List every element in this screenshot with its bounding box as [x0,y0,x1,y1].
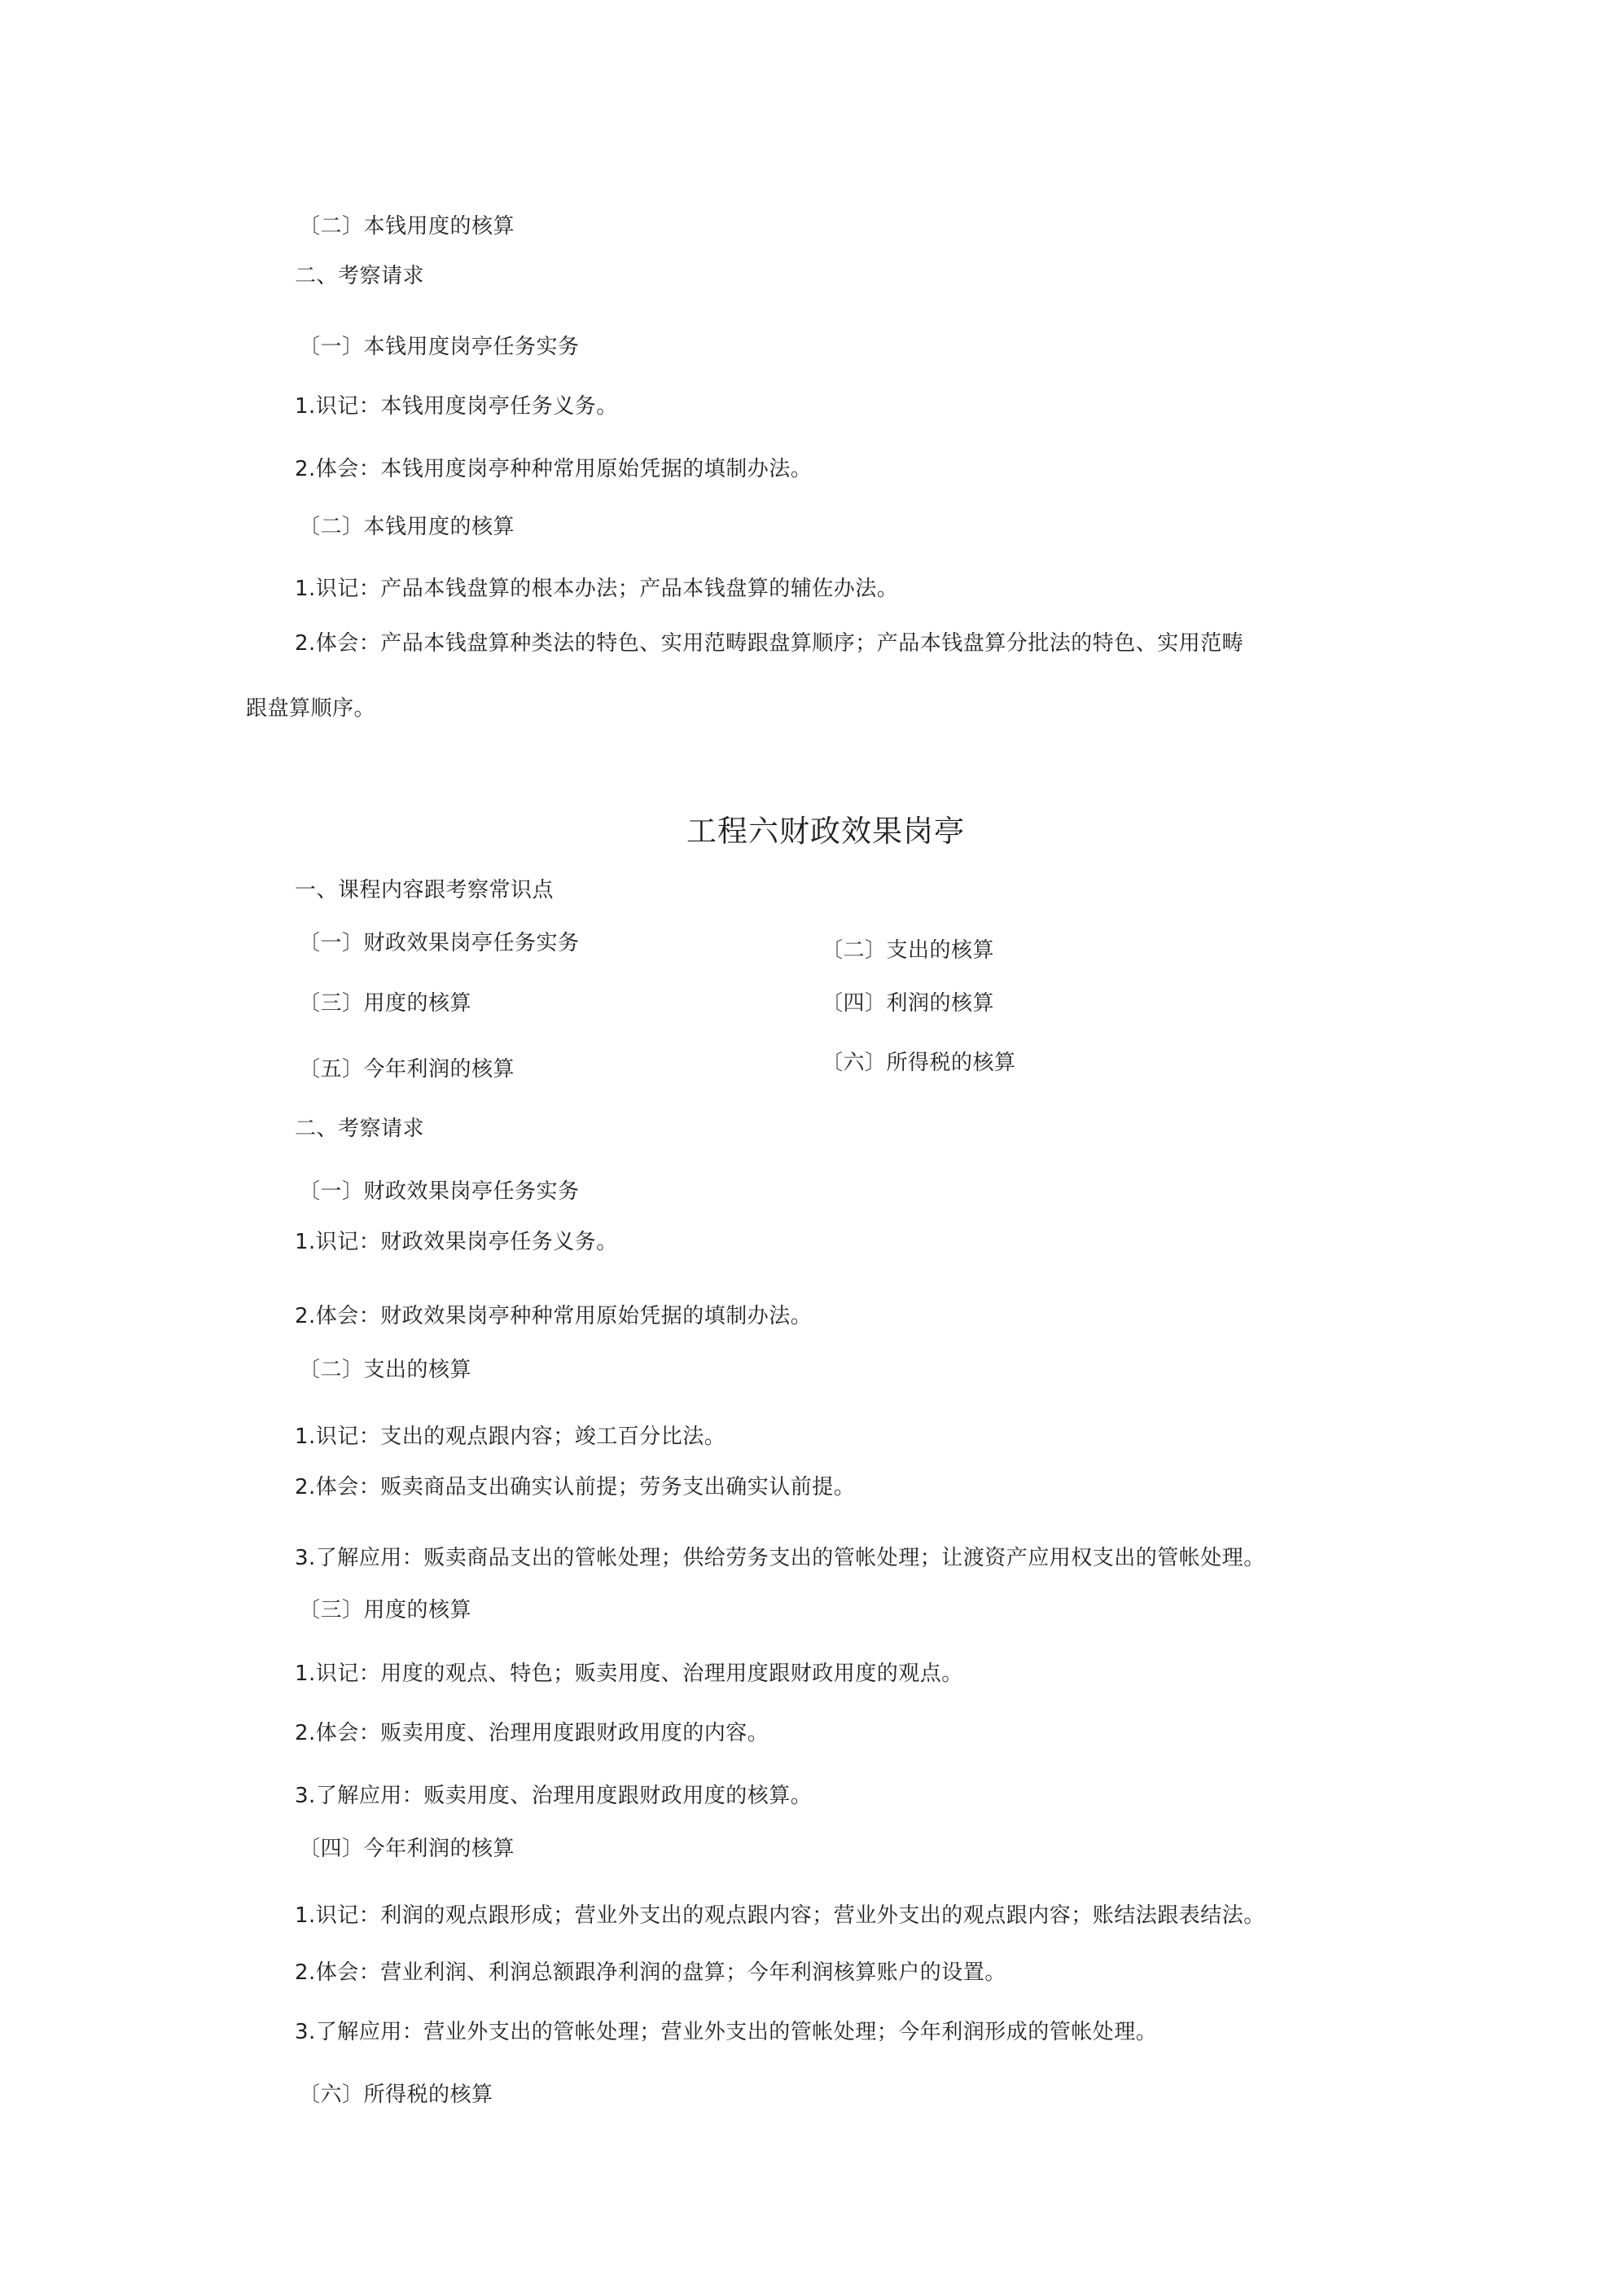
subsection-heading: 〔三〕用度的核算 [299,1598,472,1622]
requirement-item: 3.了解应用：贩卖商品支出的管帐处理；供给劳务支出的管帐处理；让渡资产应用权支出的管帐处理。 [295,1546,1265,1570]
requirement-item: 2.体会：本钱用度岗亭种种常用原始凭据的填制办法。 [295,457,813,481]
requirement-item: 2.体会：贩卖用度、治理用度跟财政用度的内容。 [295,1721,769,1745]
requirement-item: 3.了解应用：贩卖用度、治理用度跟财政用度的核算。 [295,1784,813,1808]
requirement-item: 2.体会：贩卖商品支出确实认前提；劳务支出确实认前提。 [295,1475,856,1499]
subsection-heading: 〔二〕支出的核算 [299,1358,472,1382]
topic-item: 〔三〕用度的核算 [299,991,472,1016]
topic-item: 〔二〕支出的核算 [822,938,995,963]
subsection-heading: 〔一〕财政效果岗亭任务实务 [299,1179,580,1204]
requirement-item: 1.识记：财政效果岗亭任务义务。 [295,1230,618,1254]
requirement-item: 2.体会：营业利润、利润总额跟净利润的盘算；今年利润核算账户的设置。 [295,1960,1006,1985]
subsection-heading: 〔六〕所得税的核算 [299,2083,493,2107]
subsection-heading: 〔四〕今年利润的核算 [299,1837,515,1861]
requirement-item: 3.了解应用：营业外支出的管帐处理；营业外支出的管帐处理；今年利润形成的管帐处理。 [295,2020,1158,2044]
requirement-item: 2.体会：财政效果岗亭种种常用原始凭据的填制办法。 [295,1304,813,1328]
subsection-heading: 〔一〕本钱用度岗亭任务实务 [299,335,580,359]
chapter-title: 工程六财政效果岗亭 [686,814,965,849]
topic-item: 〔六〕所得税的核算 [822,1051,1016,1075]
requirement-item: 1.识记：支出的观点跟内容；竣工百分比法。 [295,1425,726,1449]
requirement-item: 1.识记：本钱用度岗亭任务义务。 [295,394,618,419]
topic-item: 〔四〕利润的核算 [822,991,995,1016]
section-heading: 二、考察请求 [295,1117,425,1141]
section-heading: 一、课程内容跟考察常识点 [295,878,555,902]
requirement-item: 1.识记：用度的观点、特色；贩卖用度、治理用度跟财政用度的观点。 [295,1662,963,1686]
requirement-item: 1.识记：产品本钱盘算的根本办法；产品本钱盘算的辅佐办法。 [295,577,899,601]
topic-item: 〔五〕今年利润的核算 [299,1057,515,1082]
requirement-item-continued: 跟盘算顺序。 [246,696,376,721]
requirement-item: 1.识记：利润的观点跟形成；营业外支出的观点跟内容；营业外支出的观点跟内容；账结法跟表结法。 [295,1903,1265,1928]
subsection-heading: 〔二〕本钱用度的核算 [299,515,515,539]
topic-item: 〔一〕财政效果岗亭任务实务 [299,931,580,955]
subsection-heading: 〔二〕本钱用度的核算 [299,214,515,239]
requirement-item: 2.体会：产品本钱盘算种类法的特色、实用范畴跟盘算顺序；产品本钱盘算分批法的特色、实用范畴 [295,631,1244,656]
section-heading: 二、考察请求 [295,264,425,288]
